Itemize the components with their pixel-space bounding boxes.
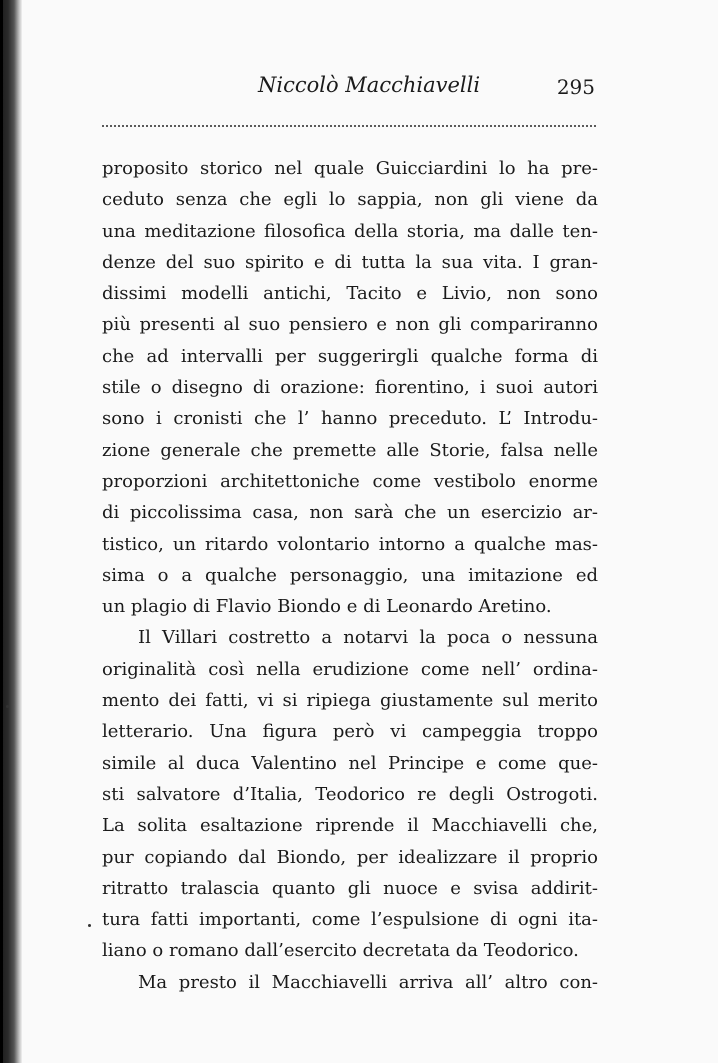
text-line: mento dei fatti, vi si ripiega giustamente sul merito: [102, 690, 598, 712]
text-line: una meditazione filosofica della storia, ma dalle ten-: [102, 220, 598, 242]
text-line: più presenti al suo pensiero e non gli compariranno: [102, 314, 598, 336]
header-divider: [102, 125, 596, 127]
text-line: sti salvatore d’Italia, Teodorico re degli Ostrogoti.: [102, 783, 598, 805]
text-line: stile o disegno di orazione: fiorentino, i suoi autori: [102, 377, 598, 399]
page-number: 295: [556, 75, 595, 99]
margin-speck: [6, 705, 9, 708]
text-line: ritratto tralascia quanto gli nuoce e svisa addirit-: [102, 877, 598, 899]
text-line: che ad intervalli per suggerirgli qualche forma di: [102, 345, 598, 367]
text-line: zione generale che premette alle Storie, falsa nelle: [102, 439, 598, 461]
text-line: Ma presto il Macchiavelli arriva all’ altro con-: [138, 971, 598, 993]
text-line: pur copiando dal Biondo, per idealizzare il proprio: [102, 846, 598, 868]
text-line: sono i cronisti che l’ hanno preceduto. L’ Introdu-: [102, 408, 598, 430]
text-line: proposito storico nel quale Guicciardini lo ha pre-: [102, 158, 598, 179]
text-line: dissimi modelli antichi, Tacito e Livio, non sono: [102, 283, 598, 305]
text-line: simile al duca Valentino nel Principe e come que-: [102, 752, 598, 774]
binding-shadow: [0, 0, 22, 1063]
text-line: proporzioni architettoniche come vestibolo enorme: [102, 470, 598, 492]
text-line: Il Villari costretto a notarvi la poca o nessuna: [138, 627, 598, 649]
text-line: tura fatti importanti, come l’espulsione di ogni ita-: [102, 909, 598, 931]
text-line: di piccolissima casa, non sarà che un esercizio ar-: [102, 502, 598, 524]
text-line: sima o a qualche personaggio, una imitazione ed: [102, 564, 598, 586]
running-head: [100, 73, 600, 107]
text-line: letterario. Una figura però vi campeggia troppo: [102, 721, 598, 743]
text-line: La solita esaltazione riprende il Macchiavelli che,: [102, 815, 598, 837]
text-line: originalità così nella erudizione come nell’ ordina-: [102, 658, 598, 680]
text-line: denze del suo spirito e di tutta la sua vita. I gran-: [102, 251, 598, 273]
body-text: [102, 153, 598, 998]
binding-edge-line: [0, 0, 3, 1063]
margin-speck: [88, 924, 91, 927]
text-line: un plagio di Flavio Biondo e di Leonardo Aretino.: [102, 596, 552, 618]
text-line: ceduto senza che egli lo sappia, non gli viene da: [102, 189, 598, 211]
text-line: liano o romano dall’esercito decretata da Teodorico.: [102, 940, 579, 962]
text-line: tistico, un ritardo volontario intorno a qualche mas-: [102, 533, 598, 555]
running-head-title: Niccolò Macchiavelli: [258, 73, 481, 97]
